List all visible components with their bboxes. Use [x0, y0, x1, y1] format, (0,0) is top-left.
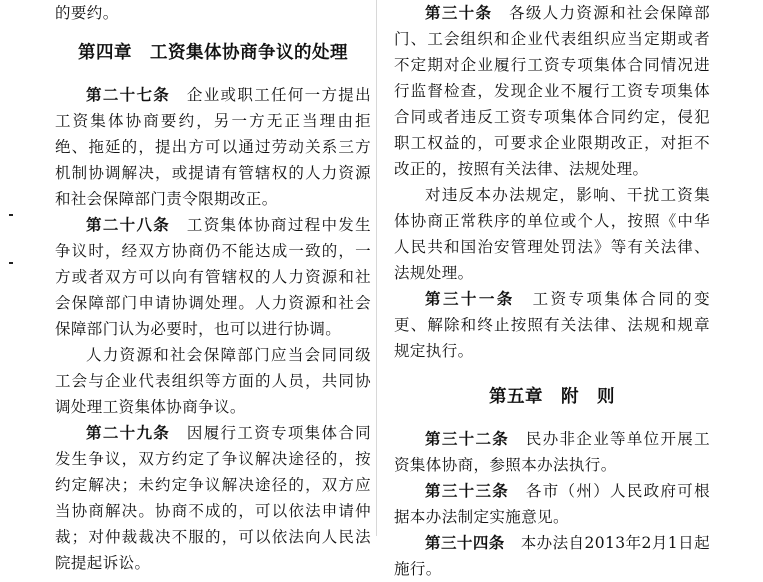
scan-mark	[9, 262, 13, 264]
article-34	[394, 530, 710, 582]
article-29	[55, 420, 371, 576]
article-label: 第二十七条	[86, 85, 171, 104]
article-text: 各级人力资源和社会保障部门、工会组织和企业代表组织应当定期或者不定期对企业履行工资专项集体合同情况进行监督检查，发现企业不履行工资专项集体合同或者违反工资专项集体合同约定，侵犯职工权益的，可要求企业限期改正，对拒不改正的，按照有关法律、法规处理。	[394, 4, 710, 178]
article-text: 民办非企业等单位开展工资集体协商，参照本办法执行。	[394, 430, 710, 474]
article-label: 第三十条	[425, 3, 493, 22]
article-text: 各市（州）人民政府可根据本办法制定实施意见。	[394, 482, 710, 526]
article-32	[394, 426, 710, 478]
article-31	[394, 286, 710, 364]
paragraph-continuation: 的要约。	[55, 4, 119, 22]
left-column	[55, 0, 371, 576]
article-text: 本办法自2013年2月1日起施行。	[394, 534, 710, 578]
chapter-5-heading: 第五章 附 则	[489, 387, 615, 407]
article-27	[55, 82, 371, 212]
article-30	[394, 0, 710, 182]
article-28	[55, 212, 371, 342]
article-text: 因履行工资专项集体合同发生争议，双方约定了争议解决途径的，按约定解决；未约定争议解决途径的，双方应当协商解决。协商不成的，可以依法申请仲裁；对仲裁裁决不服的，可以依法向人民法院提起诉讼。	[55, 424, 371, 572]
article-label: 第二十八条	[86, 215, 171, 234]
article-30-paragraph-2: 对违反本办法规定，影响、干扰工资集体协商正常秩序的单位或个人，按照《中华人民共和国治安管理处罚法》等有关法律、法规处理。	[394, 186, 710, 282]
article-label: 第三十一条	[425, 289, 515, 308]
article-text: 工资专项集体合同的变更、解除和终止按照有关法律、法规和规章规定执行。	[394, 290, 710, 360]
scan-mark	[9, 214, 13, 216]
article-label: 第三十二条	[425, 429, 510, 448]
right-column	[394, 0, 710, 582]
article-label: 第三十三条	[425, 481, 510, 500]
chapter-4-heading: 第四章 工资集体协商争议的处理	[78, 43, 348, 63]
article-28-paragraph-2: 人力资源和社会保障部门应当会同同级工会与企业代表组织等方面的人员，共同协调处理工资集体协商争议。	[55, 346, 371, 416]
article-text: 工资集体协商过程中发生争议时，经双方协商仍不能达成一致的，一方或者双方可以向有管辖权的人力资源和社会保障部门申请协调处理。人力资源和社会保障部门认为必要时，也可以进行协调。	[55, 216, 371, 338]
article-label: 第二十九条	[86, 423, 171, 442]
article-33	[394, 478, 710, 530]
article-label: 第三十四条	[425, 533, 505, 552]
column-divider	[376, 0, 377, 536]
article-text: 企业或职工任何一方提出工资集体协商要约，另一方无正当理由拒绝、拖延的，提出方可以通过劳动关系三方机制协调解决，或提请有管辖权的人力资源和社会保障部门责令限期改正。	[55, 86, 371, 208]
